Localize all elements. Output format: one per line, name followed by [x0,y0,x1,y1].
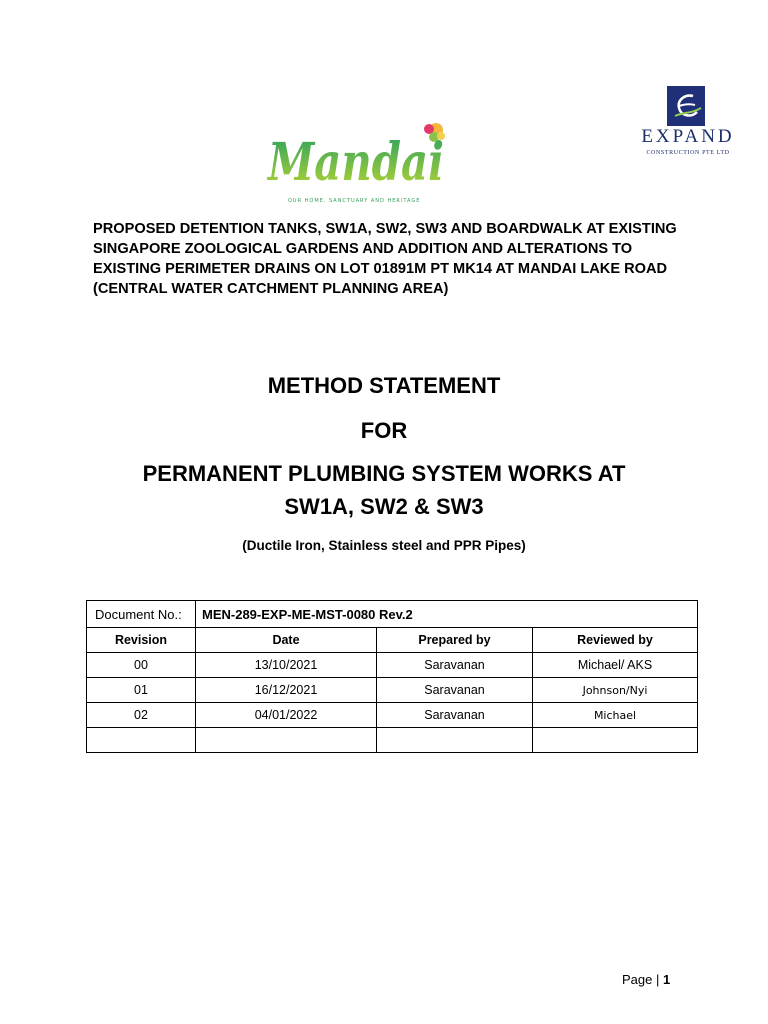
reviewed-by-cell: Michael/ AKS [533,653,698,678]
table-row [87,703,698,728]
revision-cell [87,728,196,753]
prepared-by-cell: Saravanan [377,703,533,728]
column-header-date: Date [196,628,377,653]
date-cell: 04/01/2022 [196,703,377,728]
heading-method-statement: METHOD STATEMENT [267,373,501,398]
prepared-by-cell: Saravanan [377,678,533,703]
date-cell [196,728,377,753]
revision-cell: 01 [87,678,196,703]
heading-works-title: PERMANENT PLUMBING SYSTEM WORKS AT [142,461,626,486]
svg-text:Mandai: Mandai [266,132,444,193]
expand-e-icon [667,86,705,126]
heading-works-locations: SW1A, SW2 & SW3 [284,494,484,519]
document-number-row [87,601,698,628]
page-footer [622,971,670,989]
date-cell: 16/12/2021 [196,678,377,703]
prepared-by-cell: Saravanan [377,653,533,678]
page-label: Page | [622,972,660,987]
table-row [87,678,698,703]
heading-for: FOR [360,418,408,443]
reviewed-by-cell: Johnson/Nyi [533,678,698,703]
table-row-empty [87,728,698,753]
page-number: 1 [662,972,671,987]
reviewed-by-cell [533,728,698,753]
expand-company-name: EXPAND [641,126,735,147]
revision-cell: 00 [87,653,196,678]
table-row [87,653,698,678]
document-control-table [86,600,698,753]
mandai-logo-graphic [266,122,452,206]
document-number-label: Document No.: [87,601,196,628]
document-number-value: MEN-289-EXP-ME-MST-0080 Rev.2 [196,601,698,628]
column-header-revision: Revision [87,628,196,653]
pipe-types-subtitle: (Ductile Iron, Stainless steel and PPR Pipes) [242,538,526,553]
date-cell: 13/10/2021 [196,653,377,678]
svg-text:OUR HOME, SANCTUARY AND HERITA: OUR HOME, SANCTUARY AND HERITAGE [288,198,421,204]
mandai-logo [266,122,452,206]
expand-logo [632,86,744,162]
table-header-row [87,628,698,653]
project-title: PROPOSED DETENTION TANKS, SW1A, SW2, SW3 AND BOARDWALK AT EXISTING SINGAPORE ZOOLOGICAL GARDENS AND ADDITION AND ALTERATIONS TO EXISTING PERIMETER DRAINS ON LOT 01891M PT MK14 AT MANDAI LAKE ROAD (CENTRAL WATER CATCHMENT PLANNING AREA) [93,221,677,297]
expand-company-subtitle: CONSTRUCTION PTE LTD [646,150,730,156]
reviewed-by-cell: Michael [533,703,698,728]
revision-cell: 02 [87,703,196,728]
column-header-prepared-by: Prepared by [377,628,533,653]
column-header-reviewed-by: Reviewed by [533,628,698,653]
prepared-by-cell [377,728,533,753]
